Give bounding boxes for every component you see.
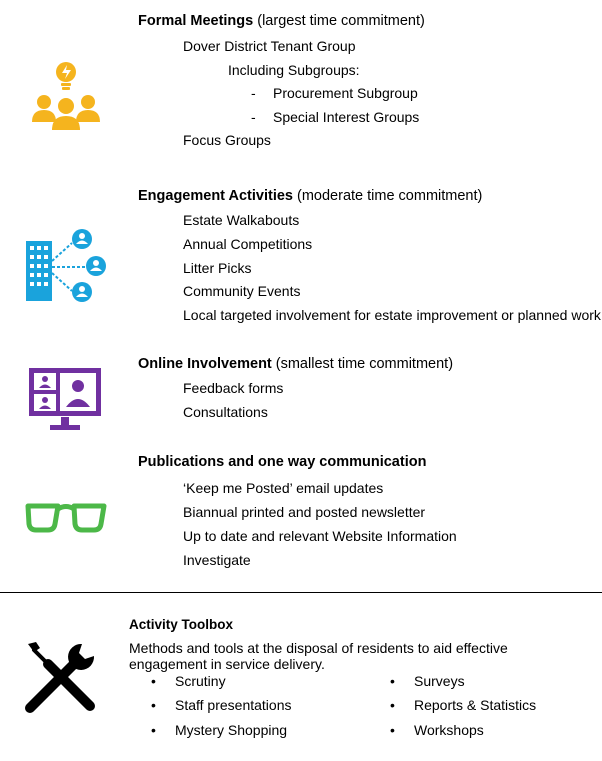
toolbox-item: • Mystery Shopping — [175, 722, 287, 738]
list-item: Local targeted involvement for estate improvement or planned work — [183, 307, 601, 323]
toolbox-item: • Scrutiny — [175, 673, 226, 689]
dash-marker: - — [251, 85, 256, 101]
list-item: Procurement Subgroup — [273, 85, 418, 101]
tools-icon — [22, 638, 102, 716]
list-item: Litter Picks — [183, 260, 252, 276]
glasses-icon — [24, 500, 108, 536]
section-note: (smallest time commitment) — [271, 356, 454, 372]
list-item: Consultations — [183, 404, 268, 420]
section-title: Engagement Activities — [138, 188, 293, 204]
list-item: Special Interest Groups — [273, 109, 420, 125]
list-item: ‘Keep me Posted’ email updates — [183, 480, 384, 496]
list-item: Focus Groups — [183, 132, 271, 148]
section-note: (largest time commitment) — [253, 13, 425, 29]
toolbox-item: • Reports & Statistics — [414, 697, 536, 713]
toolbox-item: • Surveys — [414, 673, 465, 689]
list-item: Up to date and relevant Website Information — [183, 528, 457, 544]
list-item: Feedback forms — [183, 380, 284, 396]
lightbulb-group-icon — [30, 60, 102, 130]
section-title: Publications and one way communication — [138, 454, 427, 470]
video-call-monitor-icon — [28, 367, 102, 431]
toolbox-item: • Workshops — [414, 722, 484, 738]
divider — [0, 592, 602, 593]
list-item: Including Subgroups: — [228, 62, 360, 78]
dash-marker: - — [251, 109, 256, 125]
section-heading-engagement-activities — [138, 188, 482, 204]
list-item: Dover District Tenant Group — [183, 38, 356, 54]
toolbox-description: Methods and tools at the disposal of residents to aid effective engagement in service delivery. — [129, 640, 508, 672]
section-heading-publications — [138, 454, 426, 470]
building-network-icon — [24, 229, 110, 303]
section-note: (moderate time commitment) — [292, 188, 483, 204]
list-item: Estate Walkabouts — [183, 212, 300, 228]
section-title: Formal Meetings — [138, 13, 254, 29]
list-item: Biannual printed and posted newsletter — [183, 504, 426, 520]
toolbox-title: Activity Toolbox — [129, 617, 234, 632]
section-heading-formal-meetings — [138, 13, 425, 29]
list-item: Annual Competitions — [183, 236, 313, 252]
section-heading-online-involvement — [138, 356, 453, 372]
section-title: Online Involvement — [138, 356, 272, 372]
list-item: Community Events — [183, 283, 301, 299]
toolbox-item: • Staff presentations — [175, 697, 291, 713]
list-item: Investigate — [183, 552, 251, 568]
